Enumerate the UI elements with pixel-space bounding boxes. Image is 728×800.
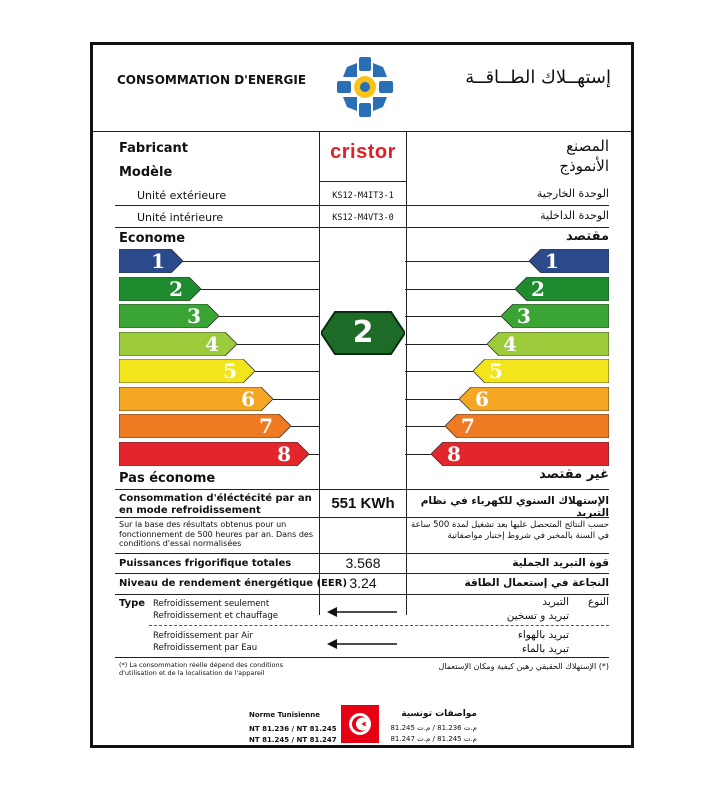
manufacturer-label-fr: Fabricant <box>119 141 189 156</box>
econome-label-ar: مقتصد <box>565 229 609 244</box>
energy-class-badge <box>321 310 405 356</box>
consumption-note-fr: Sur la base des résultats obtenus pour un fonctionnement de 500 heures par an. Dans des conditions d'essai normalisées <box>119 520 314 548</box>
left-connector-5 <box>255 371 319 372</box>
type-option-4-ar: تبريد بالماء <box>521 643 569 655</box>
econome-label-fr: Econome <box>119 231 186 246</box>
eer-value: 3.24 <box>349 575 377 591</box>
norm-line1-fr: NT 81.236 / NT 81.245 <box>249 725 337 733</box>
divider-type-1 <box>149 625 609 626</box>
left-connector-1 <box>183 261 319 262</box>
divider-type-2 <box>115 657 609 658</box>
left-connector-3 <box>219 316 319 317</box>
right-arrow-class-3 <box>501 304 609 330</box>
norm-line2-ar: م.ت 81.245 / م.ت 81.247 <box>390 735 477 743</box>
left-arrow-class-1 <box>119 249 183 275</box>
type-label-fr: Type <box>119 598 146 609</box>
indoor-unit-value: KS12-M4VT3-0 <box>332 213 394 223</box>
left-arrow-label-6: 6 <box>241 386 255 411</box>
type-option-2-ar: تبريد و تسخين <box>506 610 569 622</box>
right-arrow-label-1: 1 <box>545 249 559 273</box>
type-option-4-fr: Refroidissement par Eau <box>153 643 258 653</box>
eer-label-fr: Niveau de rendement énergétique (EER) <box>119 578 348 589</box>
divider-consumption <box>115 517 609 518</box>
outdoor-unit-label-ar: الوحدة الخارجية <box>536 187 609 200</box>
footnote-ar: (*) الإستهلاك الحقيقي رهين كيفية ومكان الإستعمال <box>438 662 609 671</box>
consumption-label-fr: Consommation d'éléctécité par an en mode refroidissement <box>119 493 312 516</box>
cooling-power-label-fr: Puissances frigorifique totales <box>119 558 292 569</box>
right-arrow-label-8: 8 <box>447 441 461 466</box>
left-arrow-class-3 <box>119 304 219 330</box>
left-arrow-class-5 <box>119 359 255 385</box>
outdoor-unit-label-fr: Unité extérieure <box>137 189 227 202</box>
cooling-power-value: 3.568 <box>345 555 381 571</box>
divider-note <box>115 553 609 554</box>
brand-logo: cristor <box>330 141 396 163</box>
right-arrow-label-6: 6 <box>475 386 489 411</box>
left-arrow-class-7 <box>119 414 291 440</box>
divider-cooling <box>115 573 609 574</box>
norm-title-fr: Norme Tunisienne <box>249 711 320 719</box>
right-arrow-label-4: 4 <box>503 331 517 356</box>
footnote-fr: (*) La consommation réelle dépend des conditions d'utilisation et de la localisation de l'appareil <box>119 661 284 677</box>
right-connector-8 <box>405 454 431 455</box>
consumption-value: 551 KWh <box>331 495 395 512</box>
logo-icon <box>335 55 395 119</box>
right-connector-6 <box>405 399 459 400</box>
energy-label <box>90 42 634 748</box>
divider-outdoor <box>115 205 609 206</box>
right-arrow-class-5 <box>473 359 609 385</box>
center-column <box>319 131 407 615</box>
manufacturer-label-ar: المصنع <box>566 137 609 155</box>
outdoor-unit-value: KS12-M4IT3-1 <box>332 191 394 201</box>
type-label-ar: النوع <box>588 596 609 608</box>
left-connector-8 <box>309 454 319 455</box>
left-connector-2 <box>201 289 319 290</box>
left-connector-4 <box>237 344 319 345</box>
left-arrow-class-4 <box>119 332 237 358</box>
title-ar: إستهــلاك الطــاقــة <box>465 67 611 88</box>
pas-econome-label-ar: غير مقتصد <box>539 467 609 482</box>
energy-class-value: 2 <box>352 315 374 350</box>
left-connector-7 <box>291 426 319 427</box>
right-arrow-class-6 <box>459 387 609 413</box>
right-connector-5 <box>405 371 473 372</box>
type-option-1-ar: التبريد <box>542 596 569 608</box>
left-arrow-label-8: 8 <box>277 441 291 466</box>
type-option-3-fr: Refroidissement par Air <box>153 631 253 641</box>
left-arrow-label-5: 5 <box>223 359 237 383</box>
divider-indoor <box>115 227 609 228</box>
right-arrow-class-2 <box>515 277 609 303</box>
indoor-unit-label-ar: الوحدة الداخلية <box>540 209 609 222</box>
right-connector-4 <box>405 344 487 345</box>
type-arrow-2 <box>327 635 397 654</box>
type-option-2-fr: Refroidissement et chauffage <box>153 611 279 621</box>
right-arrow-class-8 <box>431 442 609 468</box>
right-connector-7 <box>405 426 445 427</box>
right-connector-2 <box>405 289 515 290</box>
divider-eer <box>115 594 609 595</box>
right-arrow-label-3: 3 <box>517 304 531 328</box>
divider-scale-bottom <box>115 489 609 490</box>
left-connector-6 <box>273 399 319 400</box>
right-arrow-class-7 <box>445 414 609 440</box>
type-arrow-1 <box>327 603 397 622</box>
consumption-label-ar: الإستهلاك السنوي للكهرباء في نظام التبريد <box>420 495 609 519</box>
consumption-note-ar: حسب النتائج المتحصل عليها بعد تشغيل لمدة 500 ساعة في السنة بالمخبر في شروط إختبار مواصفاتية <box>411 520 609 541</box>
model-label-fr: Modèle <box>119 165 173 180</box>
right-arrow-label-2: 2 <box>531 276 545 301</box>
title-fr: CONSOMMATION D'ENERGIE <box>117 73 307 87</box>
norm-title-ar: مواصفات تونسية <box>401 709 477 719</box>
left-arrow-label-2: 2 <box>169 276 183 301</box>
pas-econome-label-fr: Pas économe <box>119 471 216 486</box>
type-option-3-ar: تبريد بالهواء <box>517 629 569 641</box>
left-arrow-class-2 <box>119 277 201 303</box>
eer-label-ar: النجاعة في إستعمال الطاقة <box>464 577 609 589</box>
type-option-1-fr: Refroidissement seulement <box>153 599 270 609</box>
model-label-ar: الأنموذج <box>559 157 609 175</box>
left-arrow-label-1: 1 <box>151 249 165 273</box>
right-arrow-class-4 <box>487 332 609 358</box>
cooling-power-label-ar: قوة التبريد الجملية <box>512 557 609 569</box>
norm-line1-ar: م.ت 81.236 / م.ت 81.245 <box>390 724 477 732</box>
indoor-unit-label-fr: Unité intérieure <box>137 211 224 224</box>
right-connector-1 <box>405 261 529 262</box>
right-arrow-label-7: 7 <box>461 414 475 438</box>
left-arrow-class-6 <box>119 387 273 413</box>
divider-brand <box>319 181 406 182</box>
right-connector-3 <box>405 316 501 317</box>
left-arrow-label-7: 7 <box>259 414 273 438</box>
norm-line2-fr: NT 81.245 / NT 81.247 <box>249 736 337 744</box>
left-arrow-class-8 <box>119 442 309 468</box>
tunisia-flag-icon <box>341 705 379 743</box>
left-arrow-label-4: 4 <box>205 331 219 356</box>
left-arrow-label-3: 3 <box>187 304 201 328</box>
right-arrow-label-5: 5 <box>489 359 503 383</box>
right-arrow-class-1 <box>529 249 609 275</box>
